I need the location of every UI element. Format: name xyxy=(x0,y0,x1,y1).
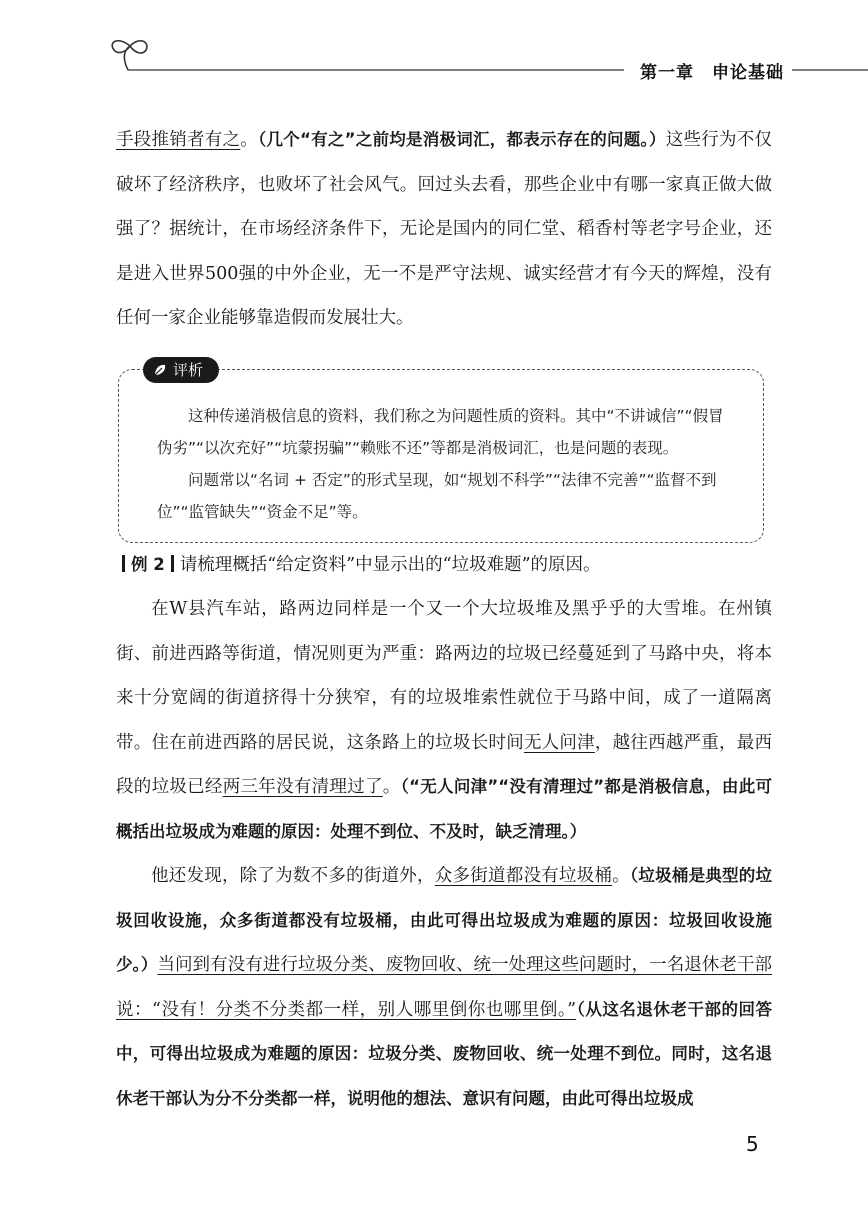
analysis-label-text: 评析 xyxy=(173,360,204,379)
annotation-note: （“无人问津”“没有清理过”都是消极信息，由此可概括出垃圾成为难题的原因：处理不到位、不及时，缺乏清理。） xyxy=(116,777,773,841)
paragraph-text: 在W县汽车站，路两边同样是一个又一个大垃圾堆及黑乎乎的大雪堆。在州镇街、前进西路等街道，情况则更为严重：路两边的垃圾已经蔓延到了马路中央，将本来十分宽阔的街道挤得十分狭窄，有的垃圾堆索性就位于马路中间，成了一道隔离带。住在前进西路的居民说，这条路上的垃圾长时间 xyxy=(116,599,772,753)
question-text: 请梳理概括“给定资料”中显示出的“垃圾难题”的原因。 xyxy=(179,554,601,575)
annotation-note: （垃圾桶是典型的垃圾回收设施，众多街道都没有垃圾桶，由此可得出垃圾成为难题的原因：垃圾回收设施少。） xyxy=(116,866,773,974)
punctuation: 。 xyxy=(612,866,630,886)
paragraph-3 xyxy=(116,854,772,1121)
analysis-paragraph: 问题常以“名词 + 否定”的形式呈现，如“规划不科学”“法律不完善”“监督不到位”“监管缺失”“资金不足”等。 xyxy=(157,470,717,521)
leaf-icon xyxy=(153,363,167,377)
paragraph-2 xyxy=(116,587,772,854)
underlined-phrase: 当问到有没有进行垃圾分类、废物回收、统一处理这些问题时，一名退休老干部说：“没有！分类不分类都一样，别人哪里倒你也哪里倒。” xyxy=(116,955,773,1020)
paragraph-text: ，越往西越严重，最西段的垃圾已经 xyxy=(116,732,773,797)
underlined-phrase: 无人问津 xyxy=(523,732,595,753)
chapter-title: 第一章 申论基础 xyxy=(632,58,792,83)
tag-bar xyxy=(122,555,125,572)
underlined-phrase: 众多街道都没有垃圾桶 xyxy=(434,866,613,886)
paragraph-1 xyxy=(116,118,772,341)
punctuation: 。 xyxy=(240,130,259,150)
punctuation: 。 xyxy=(382,777,401,797)
sprout-icon xyxy=(112,41,147,70)
analysis-box xyxy=(118,360,764,543)
paragraph-text: 他还发现，除了为数不多的街道外， xyxy=(151,866,435,886)
underlined-phrase: 手段推销者有之 xyxy=(116,130,241,150)
tag-bar xyxy=(171,555,174,572)
example-tag-label: 例 2 xyxy=(131,554,165,574)
underlined-phrase: 两三年没有清理过了 xyxy=(222,777,383,797)
analysis-label xyxy=(143,357,219,383)
example-tag xyxy=(116,555,180,574)
example-question xyxy=(116,543,772,588)
page-header xyxy=(0,0,868,90)
paragraph-text: 这些行为不仅破坏了经济秩序，也败坏了社会风气。回过头去看，那些企业中有哪一家真正做大做强了？据统计，在市场经济条件下，无论是国内的同仁堂、稻香村等老字号企业，还是进入世界500强的中外企业，无一不是严守法规、诚实经营才有今天的辉煌，没有任何一家企业能够靠造假而发展壮大。 xyxy=(116,130,773,328)
analysis-paragraph: 这种传递消极信息的资料，我们称之为问题性质的资料。其中“不讲诚信”“假冒伪劣”“以次充好”“坑蒙拐骗”“赖账不还”等都是消极词汇，也是问题的表现。 xyxy=(157,406,724,457)
annotation-note: （几个“有之”之前均是消极词汇，都表示存在的问题。） xyxy=(258,130,666,149)
page-content xyxy=(116,118,772,1121)
annotation-note: （从这名退休老干部的回答中，可得出垃圾成为难题的原因：垃圾分类、废物回收、统一处理不到位。同时，这名退休老干部认为分不分类都一样，说明他的想法、意识有问题，由此可得出垃圾成 xyxy=(116,999,772,1108)
page-number: 5 xyxy=(746,1132,759,1156)
